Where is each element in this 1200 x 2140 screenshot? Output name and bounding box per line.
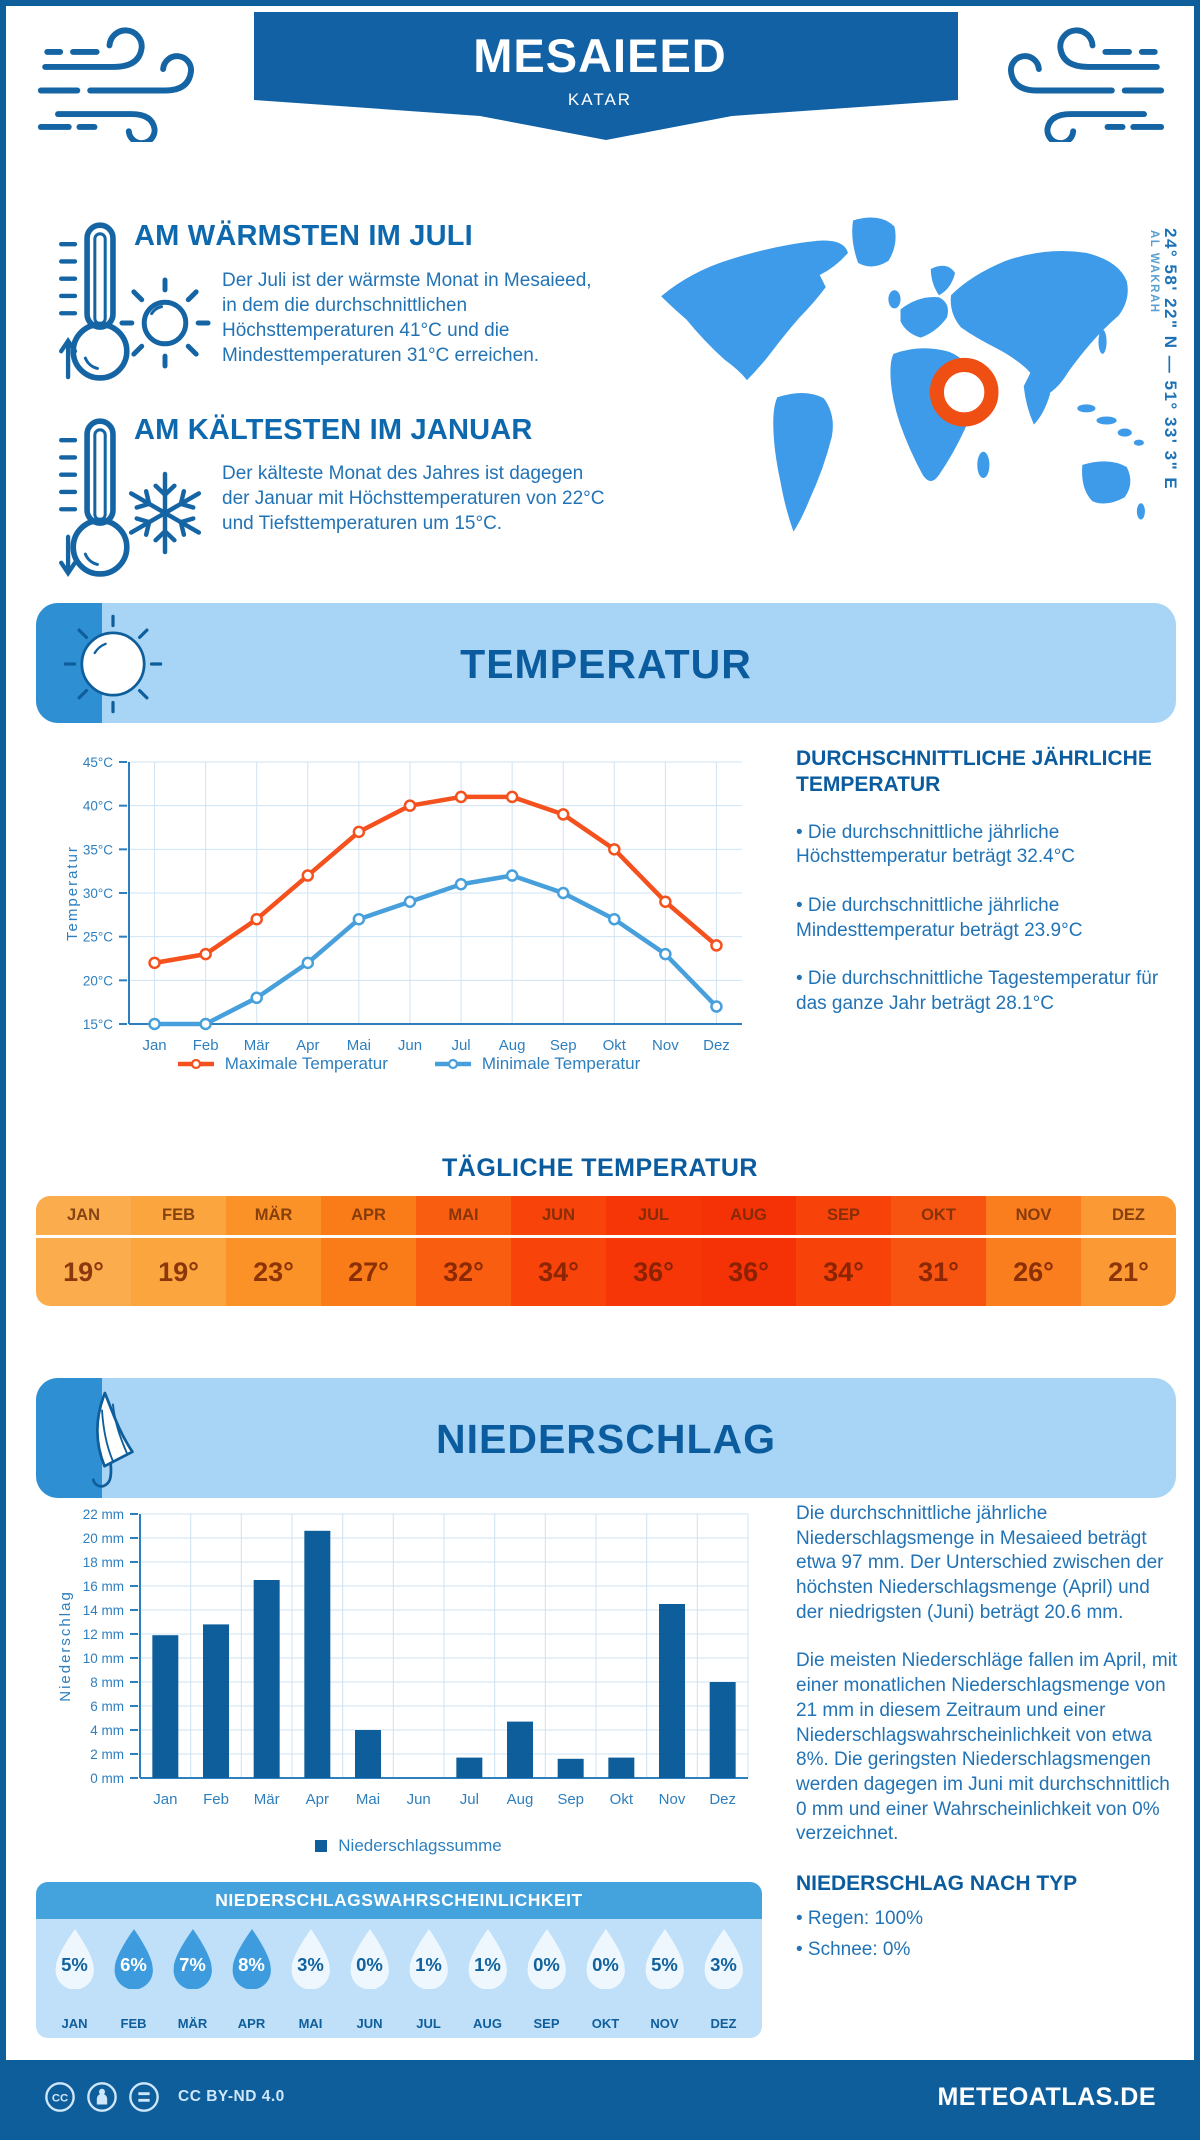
footer <box>6 2060 1194 2134</box>
precipitation-type-heading: NIEDERSCHLAG NACH TYP <box>796 1871 1078 1895</box>
svg-text:Dez: Dez <box>709 1791 737 1808</box>
svg-text:Dez: Dez <box>703 1037 730 1054</box>
droplet-percent: 0% <box>592 1954 619 1975</box>
geo-sidebar <box>1148 228 1180 490</box>
svg-text:Feb: Feb <box>192 1037 219 1054</box>
daily-temp-cell <box>1081 1196 1176 1306</box>
daily-temp-cell <box>226 1196 321 1306</box>
svg-text:14 mm: 14 mm <box>82 1603 124 1618</box>
daily-temp-value: 32° <box>443 1256 484 1287</box>
legend-item: Maximale Temperatur <box>177 1054 388 1074</box>
daily-temperature-table <box>36 1196 1176 1306</box>
legend-swatch <box>434 1058 472 1070</box>
daily-temp-cell <box>511 1196 606 1306</box>
droplet-month: FEB <box>120 2016 147 2031</box>
region-text: AL WAKRAH <box>1148 230 1160 314</box>
probability-droplet <box>400 1925 457 2033</box>
daily-temp-cell <box>606 1196 701 1306</box>
cc-attribution-icon <box>86 2081 118 2113</box>
daily-temp-cell <box>416 1196 511 1306</box>
droplet-month: APR <box>237 2016 266 2031</box>
precipitation-section-banner <box>36 1378 1176 1498</box>
page-title: MESAIEED <box>473 29 727 82</box>
probability-droplet <box>518 1925 575 2033</box>
droplet-month: JAN <box>61 2016 88 2031</box>
precipitation-chart-legend <box>52 1836 764 1856</box>
svg-text:Niederschlag: Niederschlag <box>57 1590 74 1702</box>
droplet-month: MÄR <box>177 2016 208 2031</box>
site-link[interactable]: METEOATLAS.DE <box>937 2082 1156 2111</box>
svg-text:25°C: 25°C <box>82 929 113 945</box>
svg-text:30°C: 30°C <box>82 886 113 901</box>
precipitation-type-bullets <box>796 1907 1180 1962</box>
type-bullet: • Schnee: 0% <box>796 1938 911 1960</box>
temperature-section-title: TEMPERATUR <box>460 641 752 687</box>
probability-droplet <box>223 1925 280 2033</box>
svg-text:Aug: Aug <box>506 1791 534 1808</box>
precipitation-probability-panel <box>36 1882 762 2038</box>
svg-text:Okt: Okt <box>602 1037 626 1054</box>
droplet-percent: 0% <box>356 1954 383 1975</box>
svg-text:Jan: Jan <box>142 1037 167 1054</box>
svg-text:Mär: Mär <box>243 1037 270 1054</box>
cc-nd-icon <box>128 2081 160 2113</box>
precipitation-paragraph: Die meisten Niederschläge fallen im April, mit einer monatlichen Niederschlagsmenge von 21 mm in diesem Zeitraum und einer Niederschlagswahrscheinlichkeit von etwa 8%. Die geringsten Niederschlagsmengen werden dagegen im Juni mit durchschnittlich 0 mm und einer Wahrscheinlichkeit von 0% verzeichnet. <box>796 1650 1178 1845</box>
droplet-percent: 0% <box>533 1954 560 1975</box>
probability-droplet <box>105 1925 162 2033</box>
svg-text:Apr: Apr <box>305 1791 330 1808</box>
license-text: CC BY-ND 4.0 <box>178 2088 285 2105</box>
droplet-month: JUN <box>356 2016 383 2031</box>
droplet-percent: 8% <box>238 1954 265 1975</box>
precipitation-column <box>796 1502 1180 1969</box>
probability-droplet <box>164 1925 221 2033</box>
svg-text:Jul: Jul <box>459 1791 479 1808</box>
droplet-percent: 5% <box>651 1954 678 1975</box>
legend-swatch <box>177 1058 215 1070</box>
svg-text:Jul: Jul <box>451 1037 471 1054</box>
svg-text:45°C: 45°C <box>82 755 113 770</box>
location-marker <box>937 365 992 420</box>
svg-text:Mai: Mai <box>346 1037 371 1054</box>
daily-temp-month: APR <box>321 1196 416 1238</box>
svg-text:16 mm: 16 mm <box>82 1579 124 1594</box>
precipitation-paragraphs <box>796 1502 1180 1847</box>
daily-temp-cell <box>131 1196 226 1306</box>
legend-swatch <box>314 1839 328 1853</box>
daily-temp-value: 19° <box>158 1256 199 1287</box>
svg-text:Aug: Aug <box>498 1037 526 1054</box>
svg-text:Temperatur: Temperatur <box>64 845 81 941</box>
daily-temp-value: 26° <box>1013 1256 1054 1287</box>
svg-text:22 mm: 22 mm <box>82 1507 124 1522</box>
svg-text:8 mm: 8 mm <box>90 1675 124 1690</box>
probability-droplet <box>341 1925 398 2033</box>
daily-temp-month: FEB <box>131 1196 226 1238</box>
daily-temp-value: 23° <box>253 1256 294 1287</box>
daily-temp-month: MÄR <box>226 1196 321 1238</box>
daily-temp-value: 19° <box>63 1256 104 1287</box>
temperature-chart-legend <box>61 1054 756 1074</box>
daily-temp-month: SEP <box>796 1196 891 1238</box>
daily-temperature-title: TÄGLICHE TEMPERATUR <box>442 1154 758 1182</box>
svg-text:Mär: Mär <box>253 1791 280 1808</box>
daily-temp-cell <box>891 1196 986 1306</box>
daily-temp-cell <box>796 1196 891 1306</box>
probability-title: NIEDERSCHLAGSWAHRSCHEINLICHKEIT <box>36 1882 762 1919</box>
daily-temp-month: JAN <box>36 1196 131 1238</box>
svg-text:4 mm: 4 mm <box>90 1723 124 1738</box>
warm-block-title: AM WÄRMSTEN IM JULI <box>134 220 473 252</box>
svg-text:15°C: 15°C <box>82 1017 113 1032</box>
svg-text:10 mm: 10 mm <box>82 1651 124 1666</box>
svg-text:Mai: Mai <box>355 1791 381 1808</box>
svg-text:Okt: Okt <box>609 1791 634 1808</box>
coordinates-text: 24° 58' 22" N — 51° 33' 3" E <box>1161 228 1180 491</box>
droplet-percent: 3% <box>710 1954 737 1975</box>
annual-temperature-bullets <box>796 821 1176 1017</box>
droplet-percent: 1% <box>474 1954 501 1975</box>
temperature-section-banner <box>36 603 1176 723</box>
daily-temp-month: DEZ <box>1081 1196 1176 1238</box>
daily-temp-month: NOV <box>986 1196 1081 1238</box>
droplet-percent: 3% <box>297 1954 324 1975</box>
svg-text:18 mm: 18 mm <box>82 1555 124 1570</box>
probability-droplet <box>46 1925 103 2033</box>
cold-block-title: AM KÄLTESTEN IM JANUAR <box>134 414 533 446</box>
svg-text:35°C: 35°C <box>82 842 113 858</box>
droplet-month: DEZ <box>710 2016 737 2031</box>
daily-temp-cell <box>36 1196 131 1306</box>
svg-text:2 mm: 2 mm <box>90 1747 124 1762</box>
wind-icon <box>28 24 206 142</box>
temperature-line-chart <box>61 742 756 1074</box>
daily-temp-month: OKT <box>891 1196 986 1238</box>
droplet-month: NOV <box>650 2016 679 2031</box>
annual-bullet: • Die durchschnittliche jährliche Höchsttemperatur beträgt 32.4°C <box>796 821 1076 868</box>
probability-droplet <box>636 1925 693 2033</box>
droplet-percent: 6% <box>120 1954 147 1975</box>
droplet-month: AUG <box>473 2016 502 2031</box>
snowflake-icon <box>118 466 212 560</box>
svg-text:Apr: Apr <box>296 1037 320 1054</box>
cc-icon <box>44 2081 76 2113</box>
daily-temp-value: 31° <box>918 1256 959 1287</box>
sun-icon <box>118 276 212 370</box>
svg-text:20 mm: 20 mm <box>82 1531 124 1546</box>
daily-temp-month: AUG <box>701 1196 796 1238</box>
svg-text:20°C: 20°C <box>82 973 113 989</box>
droplet-percent: 1% <box>415 1954 442 1975</box>
daily-temp-month: JUN <box>511 1196 606 1238</box>
precipitation-bar-chart <box>52 1498 764 1824</box>
droplet-percent: 7% <box>179 1954 206 1975</box>
wind-icon <box>996 24 1174 142</box>
world-map <box>646 188 1151 556</box>
daily-temp-cell <box>701 1196 796 1306</box>
probability-droplet <box>459 1925 516 2033</box>
droplet-month: OKT <box>591 2016 620 2031</box>
daily-temp-month: MAI <box>416 1196 511 1238</box>
daily-temp-value: 27° <box>348 1256 389 1287</box>
page-subtitle: KATAR <box>567 90 633 109</box>
svg-text:Nov: Nov <box>652 1037 679 1054</box>
annual-temperature-heading: DURCHSCHNITTLICHE JÄHRLICHE TEMPERATUR <box>796 747 1152 797</box>
annual-temperature-column <box>796 746 1176 1041</box>
annual-bullet: • Die durchschnittliche jährliche Mindesttemperatur beträgt 23.9°C <box>796 894 1083 941</box>
annual-bullet: • Die durchschnittliche Tagestemperatur für das ganze Jahr beträgt 28.1°C <box>796 968 1159 1014</box>
svg-text:Nov: Nov <box>658 1791 686 1808</box>
probability-droplet <box>282 1925 339 2033</box>
type-bullet: • Regen: 100% <box>796 1908 924 1930</box>
daily-temp-value: 34° <box>538 1256 579 1287</box>
droplet-month: MAI <box>298 2016 323 2031</box>
precipitation-section-title: NIEDERSCHLAG <box>435 1416 777 1462</box>
daily-temp-cell <box>321 1196 416 1306</box>
legend-item: Niederschlagssumme <box>314 1836 501 1856</box>
svg-text:Feb: Feb <box>203 1791 229 1808</box>
svg-text:Sep: Sep <box>549 1037 577 1054</box>
droplet-month: SEP <box>533 2016 560 2031</box>
svg-text:6 mm: 6 mm <box>90 1699 124 1714</box>
svg-text:0 mm: 0 mm <box>90 1771 124 1786</box>
probability-droplet <box>577 1925 634 2033</box>
cold-block-text: Der kälteste Monat des Jahres ist dagegen der Januar mit Höchsttemperaturen von 22°C und Tiefsttemperaturen um 15°C. <box>222 463 605 535</box>
probability-droplet <box>695 1925 752 2033</box>
daily-temp-month: JUL <box>606 1196 701 1238</box>
probability-droplets <box>36 1919 762 2037</box>
daily-temp-value: 36° <box>728 1256 769 1287</box>
droplet-percent: 5% <box>61 1954 88 1975</box>
precipitation-paragraph: Die durchschnittliche jährliche Niederschlagsmenge in Mesaieed beträgt etwa 97 mm. Der Unterschied zwischen der höchsten Niederschlagsmenge (April) und der niedrigsten (Juni) beträgt 20.6 mm. <box>796 1503 1164 1623</box>
daily-temp-value: 36° <box>633 1256 674 1287</box>
daily-temp-value: 34° <box>823 1256 864 1287</box>
svg-text:40°C: 40°C <box>82 798 113 814</box>
svg-text:Jun: Jun <box>397 1037 423 1054</box>
svg-text:12 mm: 12 mm <box>82 1627 124 1642</box>
svg-text:CC: CC <box>51 2092 69 2105</box>
svg-text:Jun: Jun <box>406 1791 431 1808</box>
droplet-month: JUL <box>416 2016 441 2031</box>
warm-block-text: Der Juli ist der wärmste Monat in Mesaieed, in dem die durchschnittlichen Höchsttemperaturen 41°C und die Mindesttemperaturen 31°C erreichen. <box>222 270 592 367</box>
legend-item: Minimale Temperatur <box>434 1054 640 1074</box>
svg-text:Jan: Jan <box>153 1791 178 1808</box>
license-group[interactable] <box>44 2081 285 2113</box>
daily-temp-cell <box>986 1196 1081 1306</box>
svg-text:Sep: Sep <box>557 1791 585 1808</box>
daily-temp-value: 21° <box>1108 1256 1149 1287</box>
